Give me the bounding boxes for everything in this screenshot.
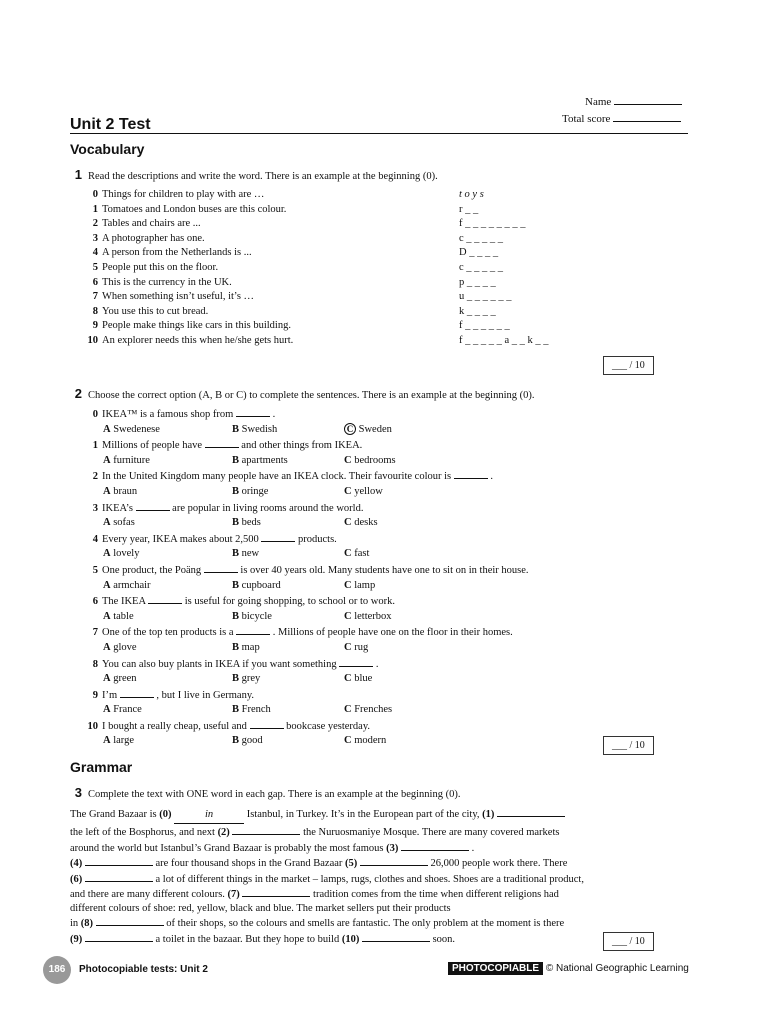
gap-input[interactable] bbox=[497, 806, 565, 817]
list-item: 3 A photographer has one. bbox=[92, 232, 205, 244]
list-item: 6 This is the currency in the UK. bbox=[92, 276, 232, 288]
list-item: 7 When something isn’t useful, it’s … bbox=[92, 291, 255, 303]
answer-gap[interactable] bbox=[236, 406, 270, 417]
ex2-list bbox=[86, 406, 686, 749]
option-b[interactable]: B apartments bbox=[232, 454, 288, 466]
ex3-instruction: Complete the text with ONE word in each gap. There is an example at the beginning (0). bbox=[88, 789, 461, 800]
question-row: 4 Every year, IKEA makes about 2,500 products. bbox=[86, 531, 686, 548]
gap-input[interactable] bbox=[85, 871, 153, 882]
answer-gap[interactable] bbox=[120, 687, 154, 698]
title-rule bbox=[70, 133, 688, 134]
option-c[interactable]: C yellow bbox=[344, 485, 383, 497]
option-a[interactable]: A France bbox=[103, 704, 142, 716]
page-number: 186 bbox=[43, 956, 71, 984]
answer-field[interactable]: p _ _ _ _ bbox=[459, 276, 496, 288]
answer-field[interactable]: D _ _ _ _ bbox=[459, 247, 499, 259]
vocabulary-heading: Vocabulary bbox=[70, 141, 145, 157]
gap-input[interactable] bbox=[242, 886, 310, 897]
answer-gap[interactable] bbox=[148, 593, 182, 604]
options-row bbox=[86, 703, 686, 718]
option-a[interactable]: A table bbox=[103, 610, 134, 622]
option-a[interactable]: A furniture bbox=[103, 454, 150, 466]
question-row: 3 IKEA’s are popular in living rooms around the world. bbox=[86, 500, 686, 517]
ex3-number: 3 bbox=[74, 785, 82, 800]
page-title: Unit 2 Test bbox=[70, 116, 151, 133]
option-b[interactable]: B bicycle bbox=[232, 610, 272, 622]
answer-gap[interactable] bbox=[204, 562, 238, 573]
option-b[interactable]: B beds bbox=[232, 517, 261, 529]
gap-input[interactable] bbox=[232, 824, 300, 835]
option-a[interactable]: A armchair bbox=[103, 579, 151, 591]
answer-field[interactable]: c _ _ _ _ _ bbox=[459, 232, 504, 244]
option-a[interactable]: A braun bbox=[103, 485, 138, 497]
options-row bbox=[86, 485, 686, 500]
answer-gap[interactable] bbox=[250, 718, 284, 729]
ex2-instruction-row bbox=[70, 386, 535, 401]
gap-input[interactable] bbox=[96, 915, 164, 926]
name-label-row bbox=[585, 94, 682, 108]
name-label: Name bbox=[585, 96, 612, 108]
options-row bbox=[86, 672, 686, 687]
answer-gap[interactable] bbox=[205, 437, 239, 448]
question-row: 10 I bought a really cheap, useful and bookcase yesterday. bbox=[86, 718, 686, 735]
question-row: 2 In the United Kingdom many people have an IKEA clock. Their favourite colour is . bbox=[86, 468, 686, 485]
gap-input[interactable] bbox=[360, 855, 428, 866]
answer-example: t o y s bbox=[459, 189, 484, 200]
ex3-instruction-row bbox=[70, 785, 460, 800]
option-a[interactable]: A Swedenese bbox=[103, 423, 160, 435]
option-b[interactable]: B cupboard bbox=[232, 579, 281, 591]
list-item: 0 Things for children to play with are … bbox=[92, 189, 265, 200]
options-row bbox=[86, 516, 686, 531]
option-c[interactable]: C fast bbox=[344, 548, 370, 560]
answer-field[interactable]: f _ _ _ _ _ a _ _ k _ _ bbox=[459, 334, 549, 346]
option-c[interactable]: C Sweden bbox=[344, 423, 392, 438]
question-row: 9 I’m , but I live in Germany. bbox=[86, 687, 686, 704]
answer-field[interactable]: u _ _ _ _ _ _ bbox=[459, 291, 512, 303]
option-b[interactable]: B map bbox=[232, 641, 260, 653]
ex1-number: 1 bbox=[74, 167, 82, 182]
option-c[interactable]: C rug bbox=[344, 641, 369, 653]
list-item: 9 People make things like cars in this building. bbox=[92, 320, 291, 332]
list-item: 2 Tables and chairs are ... bbox=[92, 218, 201, 230]
answer-gap[interactable] bbox=[454, 468, 488, 479]
answer-gap[interactable] bbox=[261, 531, 295, 542]
option-b[interactable]: B French bbox=[232, 704, 271, 716]
option-a[interactable]: A lovely bbox=[103, 548, 140, 560]
options-row bbox=[86, 579, 686, 594]
name-field[interactable] bbox=[614, 94, 682, 105]
answer-field[interactable]: f _ _ _ _ _ _ bbox=[459, 320, 510, 332]
question-row: 7 One of the top ten products is a . Millions of people have one on the floor in their homes. bbox=[86, 624, 686, 641]
ex1-instruction: Read the descriptions and write the word. There is an example at the beginning (0). bbox=[88, 171, 438, 182]
option-a[interactable]: A sofas bbox=[103, 517, 135, 529]
answer-gap[interactable] bbox=[136, 500, 170, 511]
total-score-label: Total score bbox=[562, 113, 611, 125]
question-row: 1 Millions of people have and other things from IKEA. bbox=[86, 437, 686, 454]
option-c[interactable]: C bedrooms bbox=[344, 454, 396, 466]
ex2-score-box[interactable]: ___ / 10 bbox=[603, 736, 654, 755]
options-row bbox=[86, 547, 686, 562]
answer-gap[interactable] bbox=[339, 656, 373, 667]
list-item: 10 An explorer needs this when he/she gets hurt. bbox=[87, 334, 294, 346]
option-c[interactable]: C Frenches bbox=[344, 704, 393, 716]
gap-input[interactable] bbox=[401, 840, 469, 851]
footer-right bbox=[448, 963, 689, 974]
answer-field[interactable]: k _ _ _ _ bbox=[459, 305, 496, 317]
gap-input[interactable] bbox=[362, 931, 430, 942]
answer-field[interactable]: c _ _ _ _ _ bbox=[459, 261, 504, 273]
option-b[interactable]: B grey bbox=[232, 673, 261, 685]
option-a[interactable]: A large bbox=[103, 735, 135, 747]
option-b[interactable]: B good bbox=[232, 735, 263, 747]
ex3-text: The Grand Bazaar is (0) in Istanbul, in Turkey. It’s in the European part of the city, (1) the left of the Bosphorus, and next (2) the Nuruosmaniye Mosque. There are many covered markets around the world but Istanbul’s Grand Bazaar is probably the most famous (3) . (4) are four thousand shops in the Grand Bazaar (5) 26,000 people work there. There (6) a lot of different things in the market – lamps, rugs, clothes and shoes. Shoes are a traditional product, and there are many different colours. (7) tradition comes from the time when different religions had different colours of shoe: red, yellow, black and blue. The market sellers put their products in (8) of their shops, so the colours and smells are fantastic. The only problem at the moment is there (9) a toilet in the bazaar. But they hope to build (10) soon. bbox=[70, 806, 700, 946]
option-c[interactable]: C blue bbox=[344, 673, 373, 685]
options-row bbox=[86, 610, 686, 625]
gap-input[interactable] bbox=[85, 855, 153, 866]
footer-left-text: Photocopiable tests: Unit 2 bbox=[79, 964, 208, 975]
option-b[interactable]: B Swedish bbox=[232, 423, 278, 435]
option-a[interactable]: A green bbox=[103, 673, 137, 685]
option-c[interactable]: C lamp bbox=[344, 579, 376, 591]
answer-field[interactable]: f _ _ _ _ _ _ _ _ bbox=[459, 218, 526, 230]
option-b[interactable]: B oringe bbox=[232, 485, 269, 497]
list-item: 4 A person from the Netherlands is ... bbox=[92, 247, 252, 259]
question-row: 6 The IKEA is useful for going shopping, to school or to work. bbox=[86, 593, 686, 610]
options-row bbox=[86, 454, 686, 469]
ex2-number: 2 bbox=[74, 386, 82, 401]
grammar-heading: Grammar bbox=[70, 759, 133, 775]
answer-gap[interactable] bbox=[236, 624, 270, 635]
example-gap: in bbox=[174, 811, 244, 824]
total-score-row bbox=[562, 111, 681, 125]
question-row: 0 IKEA™ is a famous shop from . bbox=[86, 406, 686, 423]
option-b[interactable]: B new bbox=[232, 548, 260, 560]
question-row: 5 One product, the Poäng is over 40 years old. Many students have one to sit on in their house. bbox=[86, 562, 686, 579]
option-c[interactable]: C desks bbox=[344, 517, 378, 529]
ex1-answers bbox=[459, 188, 659, 349]
ex3-score-box[interactable]: ___ / 10 bbox=[603, 932, 654, 951]
ex2-instruction: Choose the correct option (A, B or C) to complete the sentences. There is an example at the beginning (0). bbox=[88, 390, 535, 401]
list-item: 1 Tomatoes and London buses are this colour. bbox=[92, 203, 287, 215]
list-item: 5 People put this on the floor. bbox=[92, 261, 219, 273]
copyright-text: © National Geographic Learning bbox=[545, 963, 689, 974]
list-item: 8 You use this to cut bread. bbox=[92, 305, 209, 317]
options-row bbox=[86, 734, 686, 749]
option-a[interactable]: A glove bbox=[103, 641, 137, 653]
option-c[interactable]: C modern bbox=[344, 735, 387, 747]
total-score-field[interactable] bbox=[613, 111, 681, 122]
options-row bbox=[86, 423, 686, 438]
question-row: 8 You can also buy plants in IKEA if you want something . bbox=[86, 656, 686, 673]
gap-input[interactable] bbox=[85, 931, 153, 942]
options-row bbox=[86, 641, 686, 656]
ex1-instruction-row bbox=[70, 167, 438, 182]
answer-field[interactable]: r _ _ bbox=[459, 203, 479, 215]
option-c[interactable]: C letterbox bbox=[344, 610, 392, 622]
photocopiable-badge: PHOTOCOPIABLE bbox=[448, 962, 543, 975]
ex1-score-box[interactable]: ___ / 10 bbox=[603, 356, 654, 375]
